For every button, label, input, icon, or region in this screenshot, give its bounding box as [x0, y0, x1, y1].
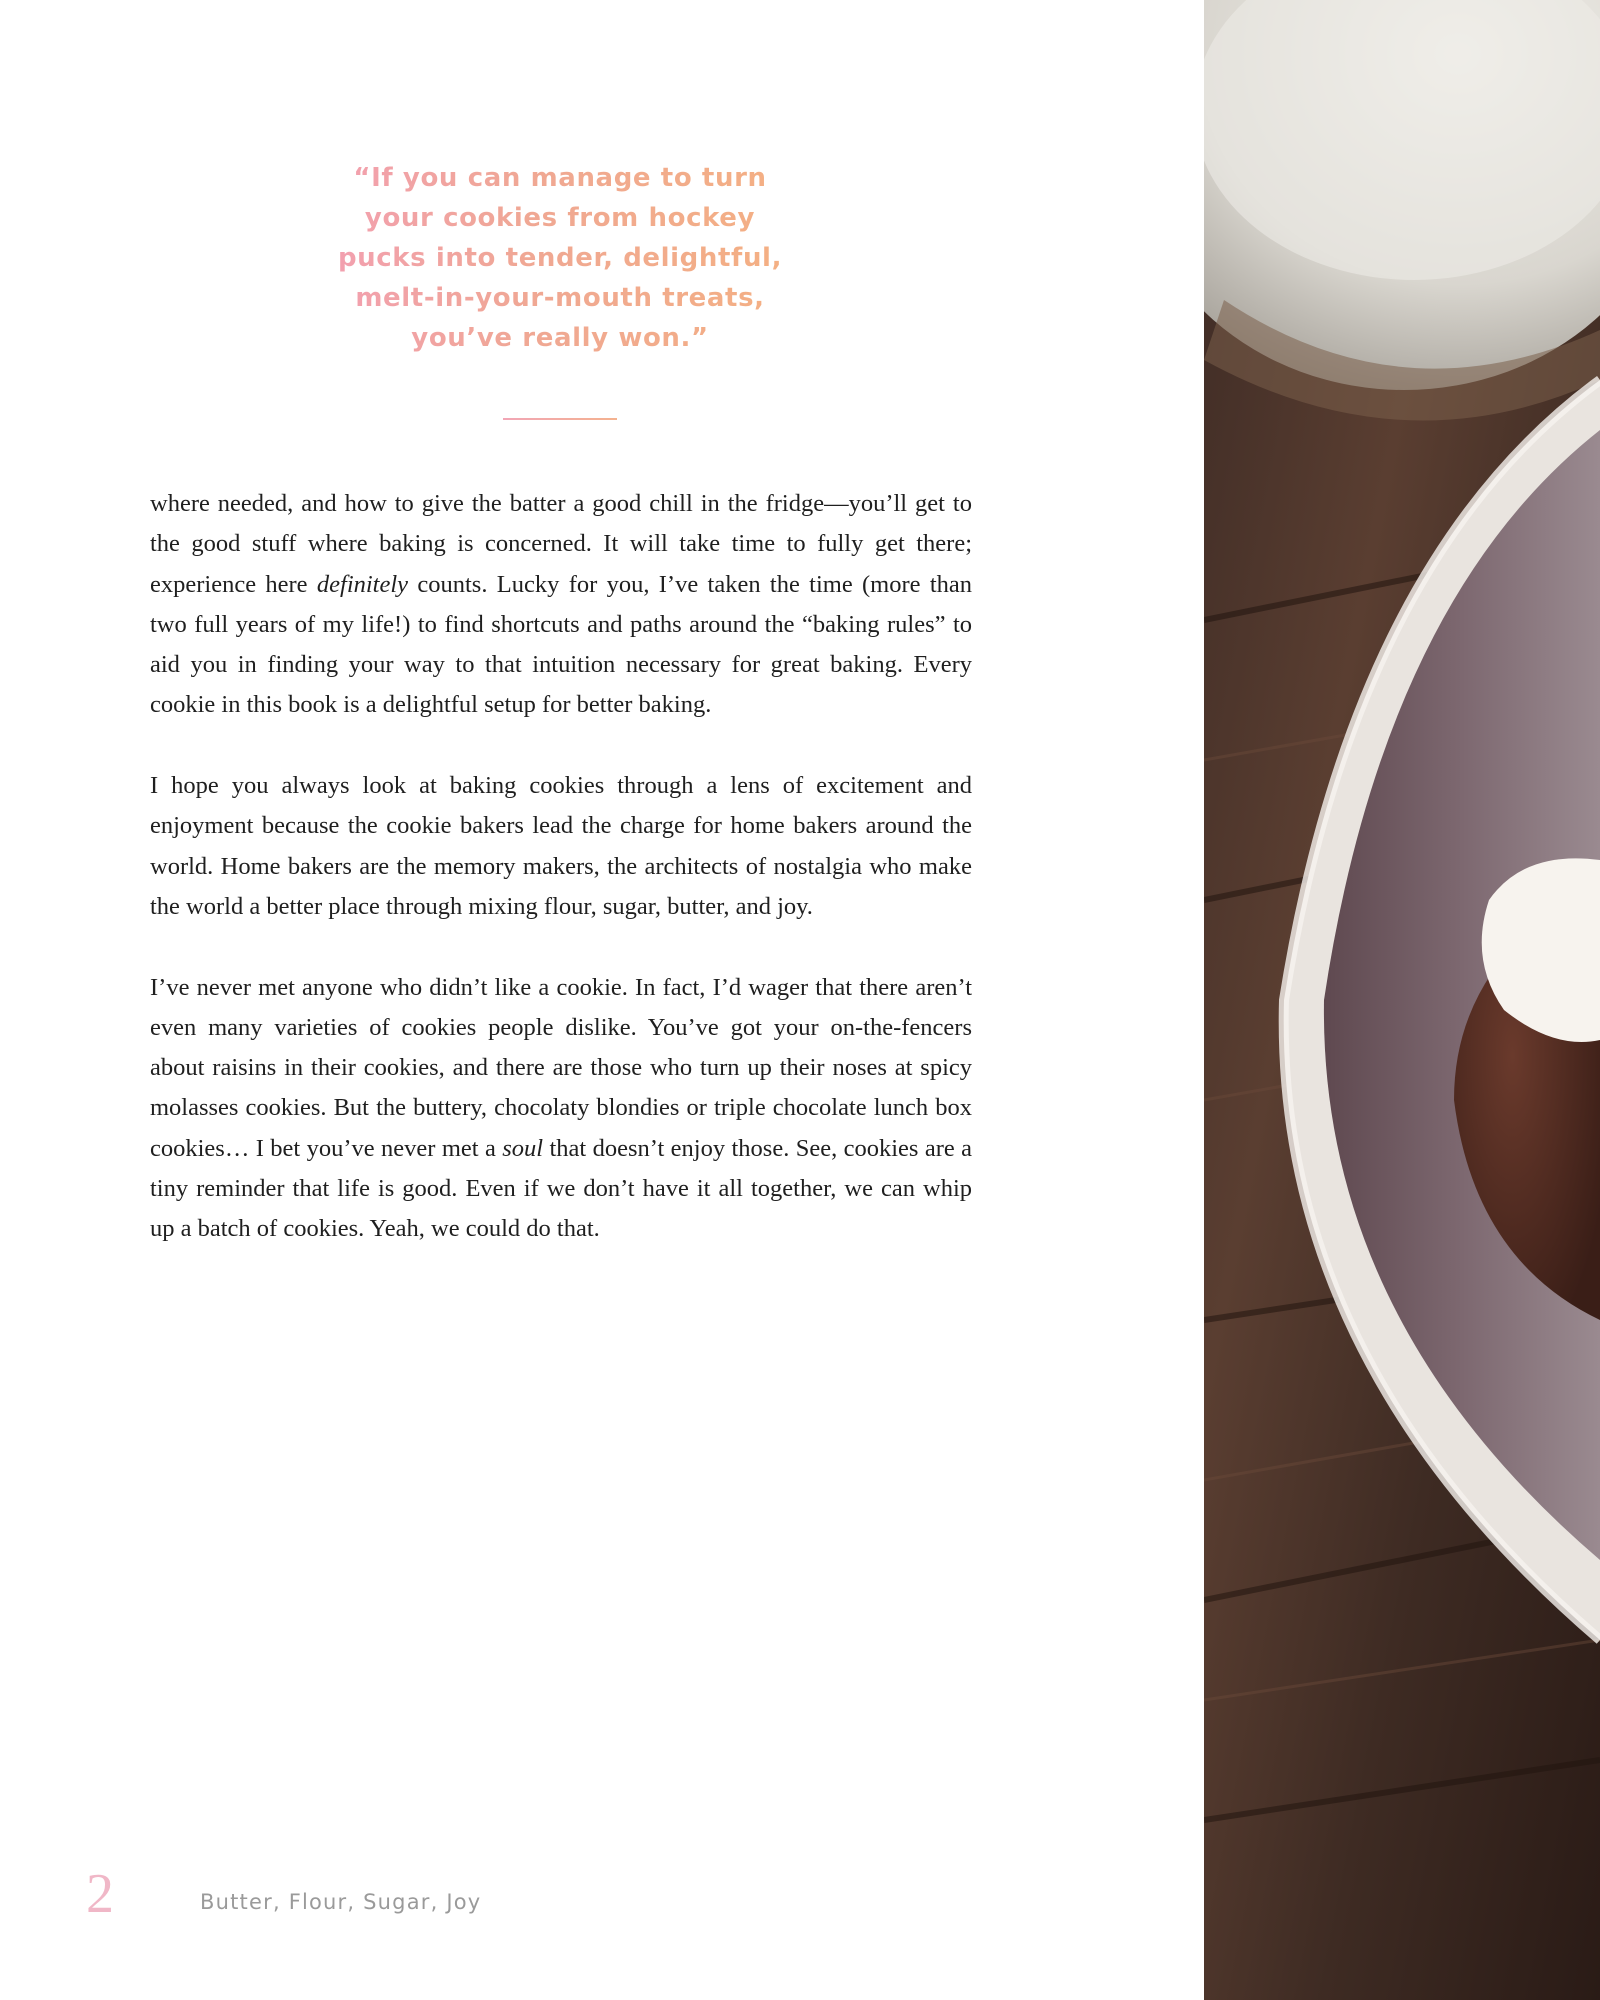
paragraph-text: where needed, and how to give the batter a good chill in the fridge—you’ll get to the good stuff where baking is concerned. It will take time to fully get there; experience here — [150, 490, 972, 598]
pull-quote-line: pucks into tender, delightful, — [337, 243, 783, 273]
pull-quote-line: your cookies from hockey — [364, 203, 756, 233]
pull-quote — [330, 158, 790, 358]
food-photo — [1204, 0, 1600, 2000]
pull-quote-divider — [503, 418, 617, 420]
pull-quote-line: melt-in-your-mouth treats, — [355, 283, 765, 313]
emphasis-text: soul — [502, 1134, 544, 1162]
food-photo-illustration — [1204, 0, 1600, 2000]
running-footer-title: Butter, Flour, Sugar, Joy — [200, 1890, 482, 1914]
paragraph-text: that doesn’t enjoy those. See, cookies are a tiny reminder that life is good. Even if we don’t have it all together, we can whip up a batch of cookies. Yeah, we could do that. — [150, 1134, 972, 1243]
paragraph-text: I’ve never met anyone who didn’t like a cookie. In fact, I’d wager that there aren’t even many varieties of cookies people dislike. You’ve got your on-the-fencers about raisins in their cookies, and there are those who turn up their noses at spicy molasses cookies. But the buttery, chocolaty blondies or triple chocolate lunch box cookies… I bet you’ve never met a — [150, 973, 972, 1162]
page-number: 2 — [86, 1863, 114, 1925]
pull-quote-line: you’ve really won.” — [411, 323, 709, 353]
emphasis-text: definitely — [316, 570, 409, 598]
pull-quote-line: “If you can manage to turn — [353, 163, 767, 193]
body-paragraph-2: I hope you always look at baking cookies through a lens of excitement and enjoyment because the cookie bakers lead the charge for home bakers around the world. Home bakers are the memory makers, the architects of nostalgia who make the world a better place through mixing flour, sugar, butter, and joy. — [150, 772, 972, 920]
paragraph-text: counts. Lucky for you, I’ve taken the time (more than two full years of my life!) to find shortcuts and paths around the “baking rules” to aid you in finding your way to that intuition necessary for great baking. Every cookie in this book is a delightful setup for better baking. — [150, 570, 973, 719]
body-text — [150, 484, 972, 1290]
body-paragraph-1 — [150, 484, 972, 726]
body-paragraph-3 — [150, 968, 972, 1250]
